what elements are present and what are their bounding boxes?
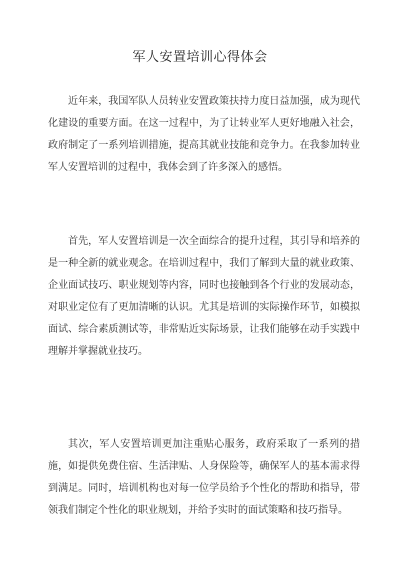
document-title: 军人安置培训心得体会 [132, 50, 268, 65]
paragraph-2: 首先，军人安置培训是一次全面综合的提升过程，其引导和培养的是一种全新的就业观念。在培训过程中，我们了解到大量的就业政策、企业面试技巧、职业规划等内容，同时也接触到各个行业的发展动态，对职业定位有了更加清晰的认识。尤其是培训的实际操作环节，如模拟面试、综合素质测试等，非常贴近实际场景，让我们能够在动手实践中理解并掌握就业技巧。 [48, 236, 360, 357]
paragraph-3: 其次，军人安置培训更加注重贴心服务，政府采取了一系列的措施，如提供免费住宿、生活津贴、人身保险等，确保军人的基本需求得到满足。同时，培训机构也对每一位学员给予个性化的帮助和指导，带领我们制定个性化的职业规划，并给予实时的面试策略和技巧指导。 [48, 439, 360, 516]
paragraph-1: 近年来，我国军队人员转业安置政策扶持力度日益加强，成为现代化建设的重要方面。在这一过程中，为了让转业军人更好地融入社会，政府制定了一系列培训措施，提高其就业技能和竞争力。在我参加转业军人安置培训的过程中，我体会到了许多深入的感悟。 [48, 96, 360, 173]
